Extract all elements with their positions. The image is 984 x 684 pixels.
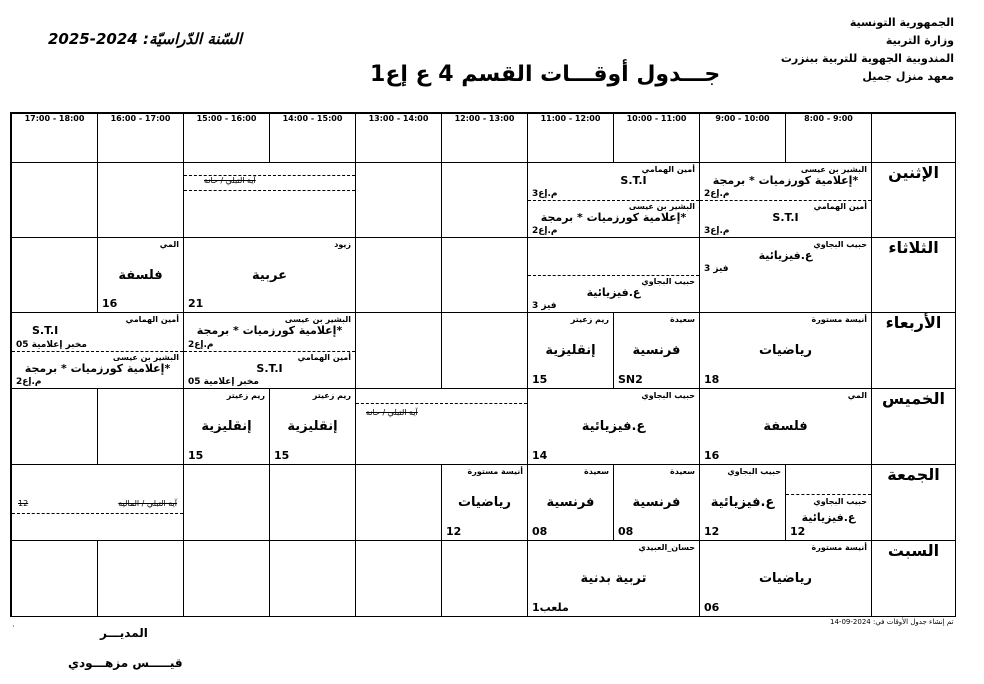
cell-strike (12, 465, 184, 541)
header-admin-block (781, 14, 954, 86)
day-wednesday: الأربعاء (872, 313, 956, 389)
region-label: المندوبية الجهوية للتربية ببنزرت (780, 52, 954, 65)
cell (12, 238, 98, 313)
subject-name: ع.فيزيائية (586, 286, 641, 300)
subject-name: إنقليزية (201, 419, 252, 434)
subject-name: ع.فيزيائية (581, 419, 646, 434)
session-friday-9-10[interactable] (700, 465, 786, 541)
subject-name: ع.فيزيائية (710, 495, 775, 510)
room-label: 16 (704, 449, 720, 462)
teacher-name: سعيدة (670, 467, 695, 476)
subject-name: *إعلامية كورزميات * برمجة (24, 361, 171, 375)
row-friday (12, 465, 956, 541)
session-saturday-10-12[interactable] (528, 541, 700, 617)
room-label: 12 (704, 525, 720, 538)
session-friday-8-9[interactable] (786, 465, 872, 541)
room-label: 18 (704, 373, 720, 386)
subject-name: *إعلامية كورزميات * برمجة (540, 211, 687, 225)
session-wednesday-8-10[interactable] (700, 313, 872, 389)
cell (184, 541, 270, 617)
subject-name: إنقليزية (545, 343, 596, 358)
subject-name: S.T.I (772, 211, 799, 225)
cell (442, 313, 528, 389)
cell (356, 238, 442, 313)
time-slot-8-9: 8:00 - 9:00 (786, 114, 872, 163)
cell (442, 163, 528, 238)
day-friday: الجمعة (872, 465, 956, 541)
room-label: 08 (532, 525, 548, 538)
cell (98, 163, 184, 238)
cell (98, 541, 184, 617)
row-thursday (12, 389, 956, 465)
time-slot-17-18: 17:00 - 18:00 (12, 114, 98, 163)
teacher-name: ريم زعيتر (312, 391, 351, 400)
subject-name: *إعلامية كورزميات * برمجة (712, 174, 859, 188)
day-tuesday: الثلاثاء (872, 238, 956, 313)
room-label: 08 (618, 525, 634, 538)
subject-name: رياضيات (457, 495, 512, 510)
room-label: SN2 (618, 373, 643, 386)
teacher-name: حسان_العبيدي (638, 543, 695, 552)
row-tuesday (12, 238, 956, 313)
teacher-name: أمين الهمامي (125, 315, 179, 324)
group-label: م.إع3 (704, 226, 730, 236)
subject-name: ع.فيزيائية (801, 510, 856, 524)
teacher-name: أنيسة مستورة (811, 315, 867, 324)
cell (270, 465, 356, 541)
room-label: 16 (102, 297, 118, 310)
time-slot-16-17: 16:00 - 17:00 (98, 114, 184, 163)
session-tuesday-8-10[interactable] (700, 238, 872, 313)
row-monday (12, 163, 956, 238)
struck-text: 12 (18, 499, 29, 508)
session-friday-12-13[interactable] (442, 465, 528, 541)
group-label: فيز 3 (704, 264, 729, 274)
cell-strike (356, 389, 528, 465)
cell (356, 465, 442, 541)
room-label: 12 (446, 525, 462, 538)
session-thursday-8-10[interactable] (700, 389, 872, 465)
room-label: 21 (188, 297, 204, 310)
subject-name: فلسفة (118, 267, 163, 283)
subject-name: تربية بدنية (580, 571, 647, 586)
room-label: 15 (532, 373, 548, 386)
subject-name: فرنسية (632, 495, 681, 510)
cell (98, 389, 184, 465)
cell (356, 313, 442, 389)
time-slot-15-16: 15:00 - 16:00 (184, 114, 270, 163)
cell (12, 389, 98, 465)
day-thursday: الخميس (872, 389, 956, 465)
created-date: تم إنشاء جدول الأوقات في: 2024-09-14 (830, 618, 954, 626)
teacher-name: حبيب البجاوي (813, 240, 867, 249)
time-slot-9-10: 9:00 - 10:00 (700, 114, 786, 163)
teacher-name: حبيب البجاوي (641, 391, 695, 400)
subject-name: رياضيات (758, 571, 813, 586)
session-thursday-15-16[interactable] (184, 389, 270, 465)
session-saturday-8-10[interactable] (700, 541, 872, 617)
teacher-name: سعيدة (584, 467, 609, 476)
time-slot-12-13: 12:00 - 13:00 (442, 114, 528, 163)
room-label: 15 (188, 449, 204, 462)
teacher-name: ريم زعيتر (570, 315, 609, 324)
teacher-name: حبيب البجاوي (813, 497, 867, 506)
time-slot-14-15: 14:00 - 15:00 (270, 114, 356, 163)
teacher-name: أمين الهمامي (813, 202, 867, 211)
time-header-row (12, 114, 956, 163)
struck-text: آية التبلي / حانة (204, 176, 256, 185)
teacher-name: البشير بن عيسى (112, 352, 179, 362)
teacher-name: سعيدة (670, 315, 695, 324)
ministry-label: وزارة التربية (885, 34, 954, 47)
session-friday-10-11[interactable] (614, 465, 700, 541)
subject-name: فرنسية (546, 495, 595, 510)
group-label: م.إع2 (188, 339, 214, 350)
cell (442, 238, 528, 313)
teacher-name: البشير بن عيسى (628, 202, 695, 211)
teacher-name: أنيسة مستورة (811, 543, 867, 552)
subject-name: عربية (251, 267, 288, 283)
director-name: قيـــــس مزهـــودي (68, 656, 183, 670)
time-slot-13-14: 13:00 - 14:00 (356, 114, 442, 163)
row-saturday (12, 541, 956, 617)
session-thursday-11-13[interactable] (528, 389, 700, 465)
teacher-name: أمين الهمامي (297, 352, 351, 362)
teacher-name: ريم زعيتر (226, 391, 265, 400)
cell (356, 541, 442, 617)
cell (442, 541, 528, 617)
group-label: م.إع2 (704, 189, 730, 199)
group-label: م.إع2 (532, 226, 558, 236)
teacher-name: حبيب البجاوي (641, 277, 695, 286)
school-year: السّنة الدّراسيّة: 2024-2025 (48, 30, 243, 48)
subject-name: إنقليزية (287, 419, 338, 434)
corner-cell (872, 114, 956, 163)
cell-strike (184, 163, 356, 238)
session-wednesday-11-12[interactable] (528, 313, 614, 389)
school-label: معهد منزل جميل (862, 70, 954, 83)
cell (12, 541, 98, 617)
time-slot-11-12: 11:00 - 12:00 (528, 114, 614, 163)
group-label: مخبر إعلامية 05 (188, 377, 259, 387)
subject-name: فرنسية (632, 343, 681, 358)
time-slot-10-11: 10:00 - 11:00 (614, 114, 700, 163)
cell (184, 465, 270, 541)
cell (12, 163, 98, 238)
subject-name: S.T.I (256, 361, 283, 375)
mark: · (12, 622, 15, 631)
session-wednesday-14-16[interactable] (184, 313, 356, 389)
day-saturday: السبت (872, 541, 956, 617)
session-tuesday-11-13[interactable] (528, 238, 700, 313)
teacher-name: المي (847, 391, 867, 400)
day-monday: الإثنين (872, 163, 956, 238)
session-wednesday-10-11[interactable] (614, 313, 700, 389)
subject-name: فلسفة (763, 419, 808, 434)
teacher-name: البشير بن عيسى (800, 165, 867, 174)
teacher-name: حبيب البجاوي (727, 467, 781, 476)
session-friday-11-12[interactable] (528, 465, 614, 541)
subject-name: *إعلامية كورزميات * برمجة (196, 324, 343, 338)
session-tuesday-14-16[interactable] (184, 238, 356, 313)
row-wednesday (12, 313, 956, 389)
group-label: فيز 3 (532, 301, 557, 311)
struck-text: آية التبلي / المالية (118, 499, 177, 508)
director-title: المديـــر (100, 626, 148, 640)
subject-name: S.T.I (620, 174, 647, 188)
teacher-name: أنيسة مستورة (467, 467, 523, 476)
room-label: 14 (532, 449, 548, 462)
teacher-name: زيود (334, 240, 351, 249)
session-monday-8-10[interactable] (700, 163, 872, 238)
page-title: جـــدول أوقـــات القسم 4 ع إع1 (370, 62, 721, 87)
timetable (11, 113, 956, 617)
teacher-name: المي (159, 240, 179, 249)
session-tuesday-16-17[interactable] (98, 238, 184, 313)
session-wednesday-16-18[interactable] (12, 313, 184, 389)
room-label: 15 (274, 449, 290, 462)
cell (356, 163, 442, 238)
subject-name: S.T.I (32, 324, 59, 338)
cell (270, 541, 356, 617)
struck-text: آية التبلي / حانة (366, 408, 418, 417)
teacher-name: أمين الهمامي (641, 165, 695, 174)
session-monday-11-13[interactable] (528, 163, 700, 238)
teacher-name: البشير بن عيسى (284, 315, 351, 324)
group-label: مخبر إعلامية 05 (16, 339, 87, 350)
room-label: 06 (704, 601, 720, 614)
group-label: م.إع3 (532, 189, 558, 199)
session-thursday-14-15[interactable] (270, 389, 356, 465)
group-label: م.إع2 (16, 377, 42, 387)
subject-name: ع.فيزيائية (758, 249, 813, 263)
room-label: 12 (790, 525, 806, 538)
subject-name: رياضيات (758, 343, 813, 358)
room-label: ملعب1 (532, 601, 569, 614)
republic-label: الجمهورية التونسية (849, 16, 954, 29)
